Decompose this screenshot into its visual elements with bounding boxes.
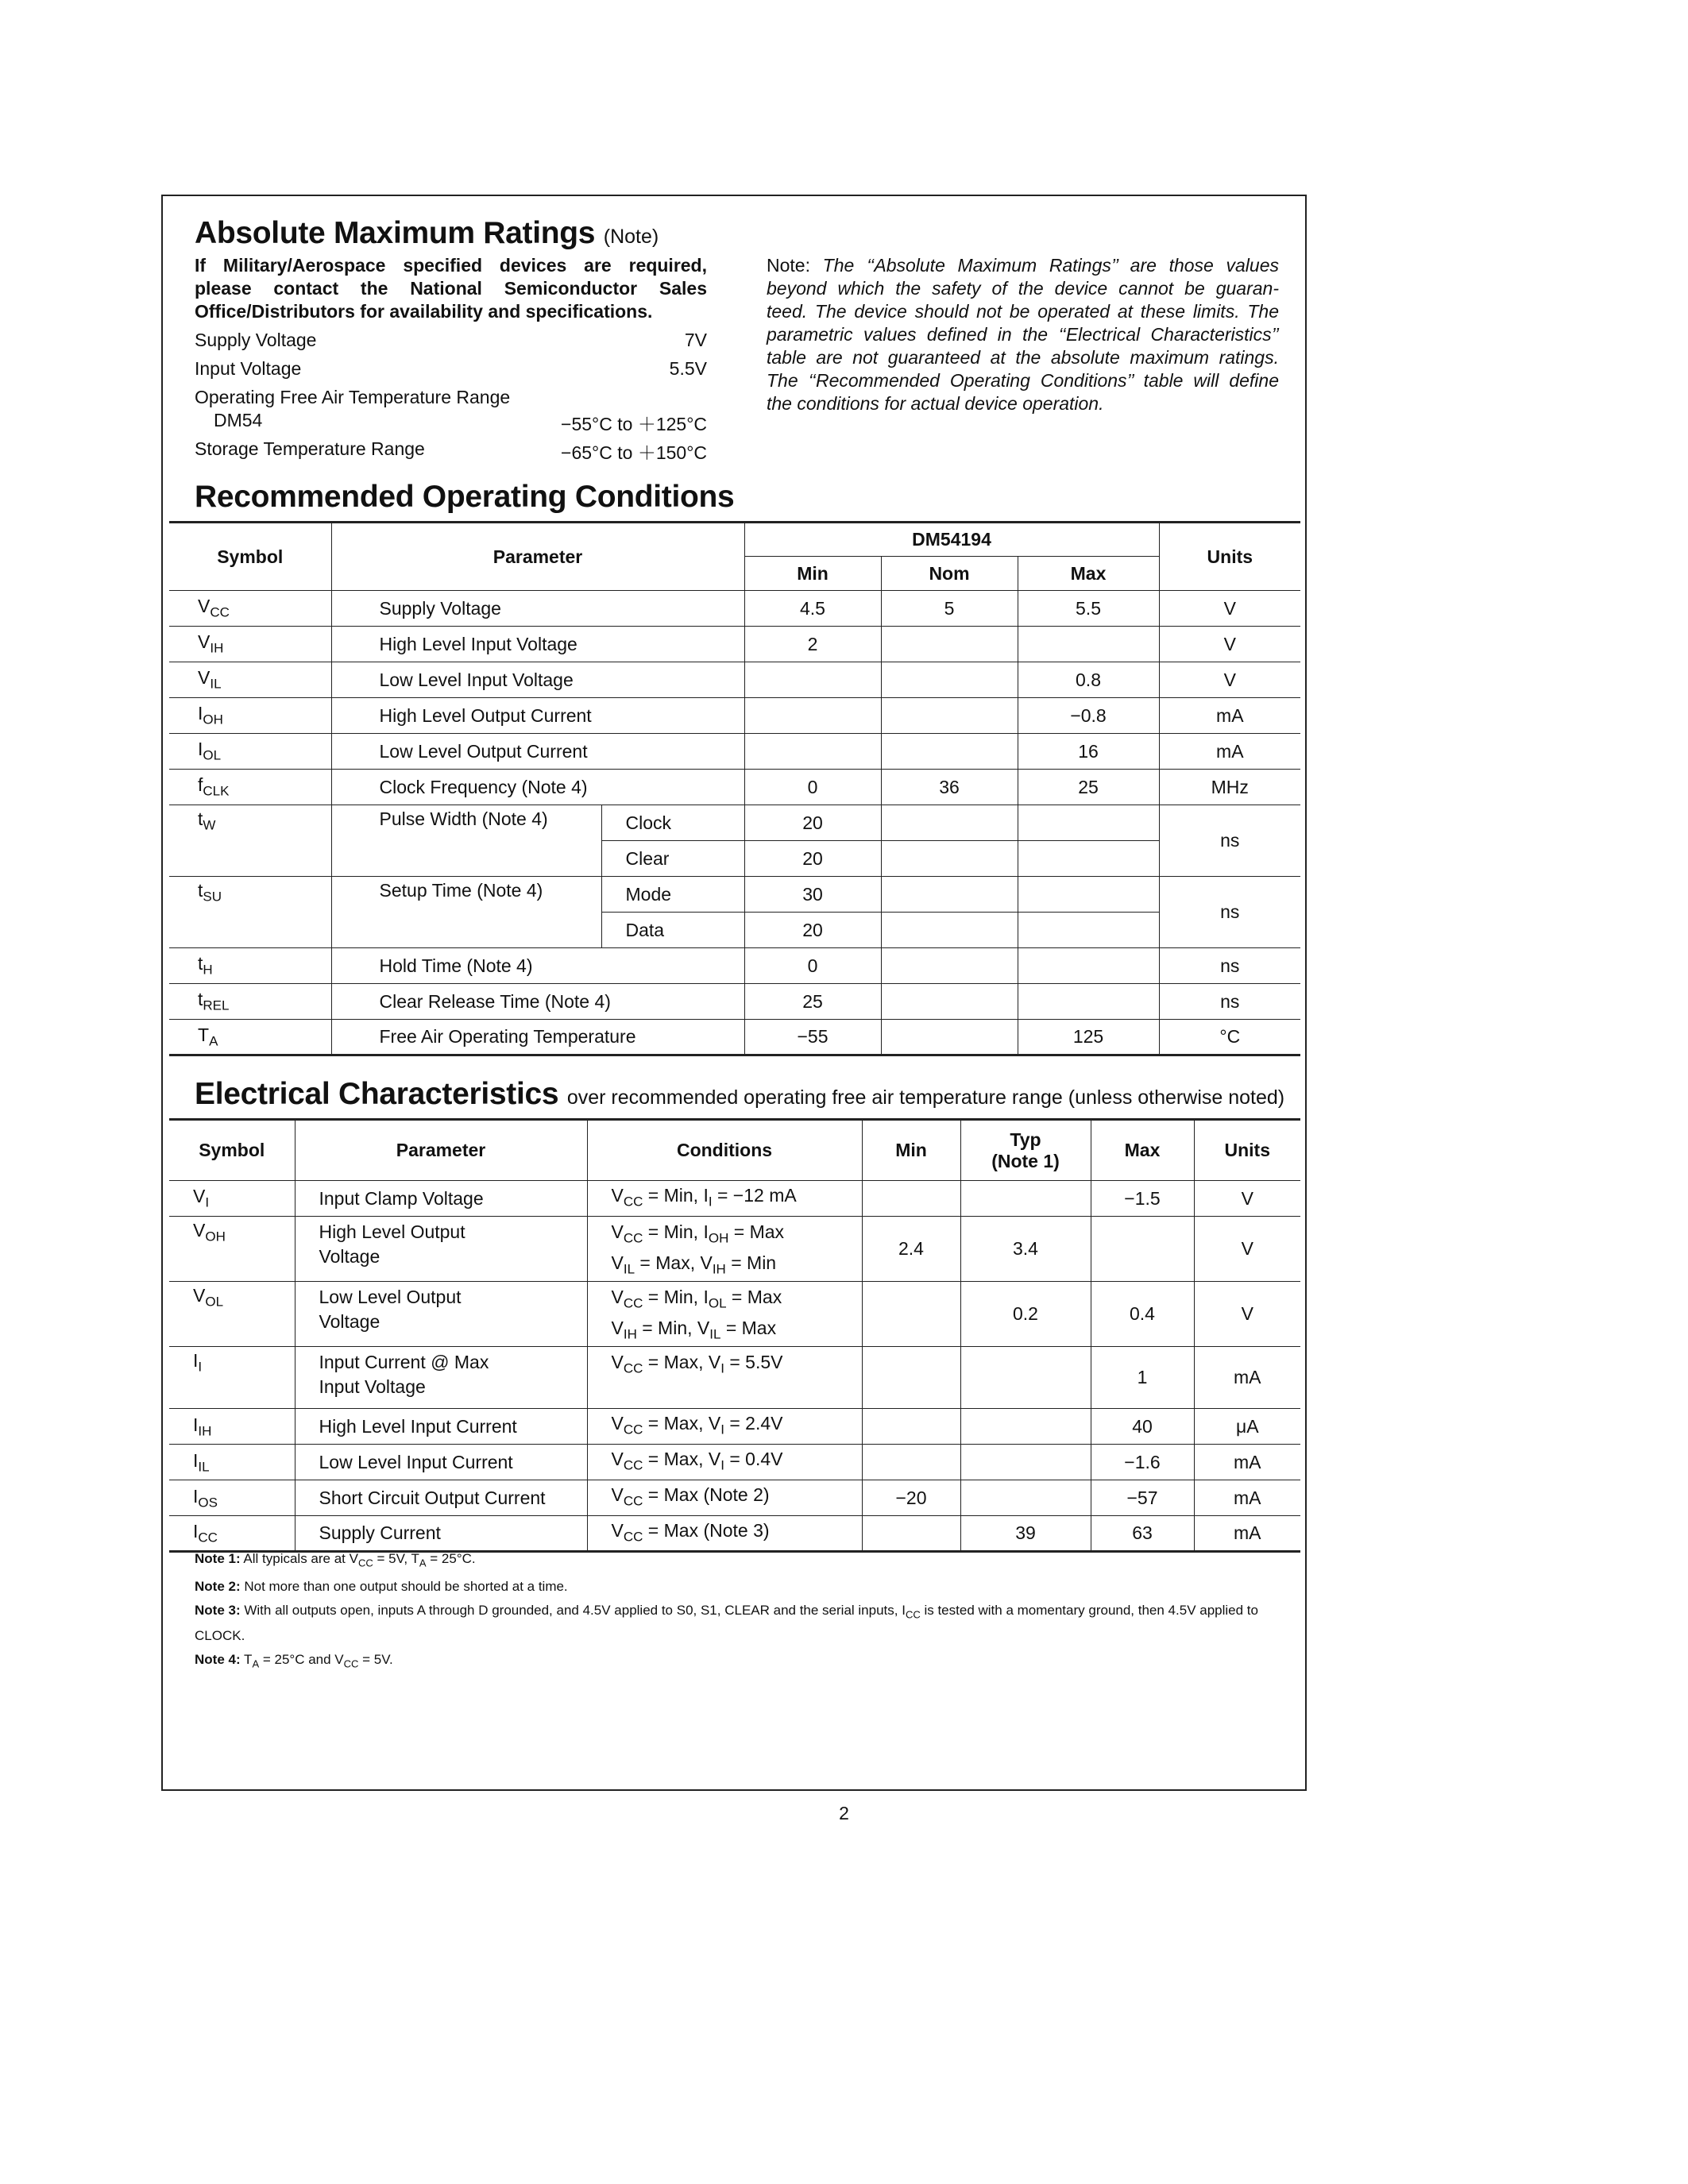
- symbol-subscript: REL: [203, 997, 230, 1013]
- symbol-letter: I: [193, 1414, 199, 1435]
- table-row: [169, 770, 1300, 805]
- footnote-text: $T_A = 25^\circ C$ and $V_{CC} = 5V$.: [240, 1651, 393, 1670]
- conditions-cell: [587, 1516, 862, 1552]
- nom-cell: [881, 698, 1018, 734]
- units-cell: ns: [1159, 877, 1300, 948]
- amr-warning: [195, 254, 707, 323]
- ec-header-conditions: Conditions: [587, 1120, 862, 1181]
- max-cell: 0.8: [1018, 662, 1159, 698]
- amr-dm54-label: DM54: [214, 410, 263, 430]
- symbol-letter: f: [198, 774, 203, 796]
- nom-cell: 5: [881, 591, 1018, 627]
- typ-cell: 39: [960, 1516, 1091, 1552]
- table-row: [169, 1282, 1300, 1347]
- footnote: [195, 1600, 1291, 1646]
- condition-line: $V_{CC}$ = Max, $V_I = 2.4V$: [611, 1413, 783, 1437]
- max-cell: [1018, 913, 1159, 948]
- symbol-cell: [169, 591, 331, 627]
- symbol-subscript: CC: [198, 1530, 218, 1545]
- param-line: Voltage: [319, 1311, 380, 1333]
- amr-note-line: The ‘‘Recommended Operating Conditions’’ table will define: [767, 370, 1279, 391]
- nom-cell: [881, 913, 1018, 948]
- param-cell: High Level Input Voltage: [331, 627, 744, 662]
- min-cell: 0: [744, 770, 881, 805]
- amr-warning-line: If Military/Aerospace specified devices are required,: [195, 255, 707, 276]
- param-cell: Supply Voltage: [331, 591, 744, 627]
- symbol-letter: T: [198, 1024, 210, 1045]
- symbol-cell: [169, 698, 331, 734]
- symbol-letter: V: [193, 1186, 206, 1207]
- footnote: [195, 1549, 1291, 1573]
- amr-note-line: the conditions for actual device operation.: [767, 393, 1104, 414]
- param-cell: [295, 1282, 587, 1347]
- amr-title: Absolute Maximum Ratings: [195, 216, 596, 250]
- roc-header-units: Units: [1159, 523, 1300, 591]
- ec-header-max: Max: [1091, 1120, 1194, 1181]
- symbol-subscript: IL: [198, 1459, 210, 1475]
- min-cell: 20: [744, 913, 881, 948]
- units-cell: ns: [1159, 984, 1300, 1020]
- symbol-cell: [169, 1282, 295, 1347]
- max-cell: 25: [1018, 770, 1159, 805]
- param-cell: [295, 1217, 587, 1282]
- symbol-cell: [169, 734, 331, 770]
- units-cell: μA: [1194, 1409, 1300, 1445]
- condition-line: $V_{IH}$ = Min, $V_{IL}$ = Max: [611, 1317, 777, 1342]
- amr-note-line: table are not guaranteed at the absolute maximum ratings.: [767, 347, 1279, 368]
- ec-header-typ-label: Typ: [1010, 1129, 1041, 1150]
- units-cell: mA: [1194, 1480, 1300, 1516]
- typ-cell: 3.4: [960, 1217, 1091, 1282]
- symbol-subscript: OS: [198, 1495, 218, 1511]
- symbol-cell: [169, 877, 331, 948]
- units-cell: °C: [1159, 1020, 1300, 1055]
- amr-note-line: The ‘‘Absolute Maximum Ratings’’ are those values: [822, 255, 1280, 276]
- amr-note: [767, 254, 1279, 415]
- symbol-cell: [169, 770, 331, 805]
- units-cell: MHz: [1159, 770, 1300, 805]
- symbol-subscript: A: [209, 1033, 218, 1049]
- amr-title-note: (Note): [603, 226, 659, 248]
- amr-input-value: 5.5V: [669, 358, 707, 379]
- param-cell: Free Air Operating Temperature: [331, 1020, 744, 1055]
- ec-table: [169, 1118, 1300, 1553]
- roc-header-nom: Nom: [881, 557, 1018, 591]
- table-row: [169, 1217, 1300, 1282]
- param-cell: Clear Release Time (Note 4): [331, 984, 744, 1020]
- condition-line: $V_{CC}$ = Min, $I_I = -12$ mA: [611, 1184, 797, 1210]
- param-line: High Level Output: [319, 1221, 465, 1242]
- conditions-cell: [587, 1217, 862, 1282]
- symbol-letter: t: [198, 880, 203, 901]
- max-cell: [1018, 841, 1159, 877]
- symbol-letter: V: [193, 1220, 206, 1241]
- param-line: Voltage: [319, 1246, 380, 1267]
- min-cell: 2: [744, 627, 881, 662]
- max-cell: 125: [1018, 1020, 1159, 1055]
- table-row: [169, 734, 1300, 770]
- symbol-subscript: OH: [203, 712, 223, 727]
- table-row: [169, 1347, 1300, 1409]
- symbol-letter: V: [193, 1285, 206, 1306]
- max-cell: [1018, 627, 1159, 662]
- typ-cell: [960, 1409, 1091, 1445]
- nom-cell: [881, 627, 1018, 662]
- units-cell: V: [1194, 1282, 1300, 1347]
- max-cell: −1.5: [1091, 1181, 1194, 1217]
- roc-header-max: Max: [1018, 557, 1159, 591]
- condition-line: $V_{CC}$ = Min, $I_{OH}$ = Max: [611, 1221, 785, 1246]
- nom-cell: [881, 805, 1018, 841]
- roc-header-symbol: Symbol: [169, 523, 331, 591]
- param-cell: Pulse Width (Note 4): [331, 805, 601, 877]
- symbol-letter: t: [198, 989, 203, 1010]
- min-cell: [862, 1409, 960, 1445]
- amr-input-row: [195, 358, 707, 380]
- units-cell: V: [1159, 662, 1300, 698]
- symbol-letter: V: [198, 631, 211, 653]
- nom-cell: [881, 841, 1018, 877]
- nom-cell: [881, 948, 1018, 984]
- units-cell: V: [1159, 627, 1300, 662]
- typ-cell: [960, 1480, 1091, 1516]
- max-cell: −57: [1091, 1480, 1194, 1516]
- ec-header-typ-note: (Note 1): [991, 1150, 1060, 1171]
- amr-input-label: Input Voltage: [195, 358, 302, 379]
- symbol-subscript: I: [205, 1194, 210, 1210]
- units-cell: V: [1159, 591, 1300, 627]
- min-cell: [744, 734, 881, 770]
- symbol-cell: [169, 1020, 331, 1055]
- ec-title: Electrical Characteristics: [195, 1077, 559, 1111]
- symbol-cell: [169, 1445, 295, 1480]
- min-cell: 30: [744, 877, 881, 913]
- symbol-letter: V: [198, 667, 211, 689]
- symbol-letter: I: [193, 1449, 199, 1471]
- roc-title: Recommended Operating Conditions: [195, 480, 735, 514]
- amr-dm54-value: −55°C to ＋125°C: [561, 414, 707, 434]
- units-cell: mA: [1194, 1516, 1300, 1552]
- amr-supply-label: Supply Voltage: [195, 330, 317, 350]
- symbol-cell: [169, 627, 331, 662]
- min-cell: [862, 1347, 960, 1409]
- table-row: [169, 698, 1300, 734]
- table-row: [169, 877, 1300, 913]
- symbol-cell: [169, 1409, 295, 1445]
- symbol-cell: [169, 662, 331, 698]
- min-cell: [744, 698, 881, 734]
- footnote-text: Not more than one output should be shorted at a time.: [240, 1579, 568, 1595]
- table-row: [169, 948, 1300, 984]
- min-cell: −20: [862, 1480, 960, 1516]
- condition-line: $V_{CC}$ = Max (Note 3): [611, 1519, 770, 1545]
- typ-cell: 0.2: [960, 1282, 1091, 1347]
- symbol-letter: I: [193, 1485, 199, 1507]
- table-row: [169, 591, 1300, 627]
- max-cell: [1018, 805, 1159, 841]
- symbol-subscript: W: [203, 817, 216, 833]
- amr-dm54-row: [195, 410, 707, 436]
- symbol-letter: I: [198, 739, 203, 760]
- param-cell: Setup Time (Note 4): [331, 877, 601, 948]
- footnote-label: Note 3:: [195, 1603, 241, 1619]
- footnote-text: With all outputs open, inputs A through D grounded, and 4.5V applied to S0, S1, CLEAR and the serial inputs, $I_{CC}$ is tested with a momentary ground, then 4.5V applied to CLOCK.: [195, 1603, 1258, 1643]
- param-cell: [295, 1347, 587, 1409]
- symbol-letter: I: [193, 1521, 199, 1542]
- ec-header-symbol: Symbol: [169, 1120, 295, 1181]
- symbol-cell: [169, 1516, 295, 1552]
- footnote: [195, 1650, 1291, 1674]
- symbol-subscript: OH: [205, 1229, 226, 1244]
- roc-header-device: DM54194: [744, 523, 1159, 557]
- param-line: Low Level Output: [319, 1287, 462, 1308]
- symbol-cell: [169, 1347, 295, 1409]
- max-cell: [1018, 877, 1159, 913]
- units-cell: V: [1194, 1217, 1300, 1282]
- param-line: Supply Current: [319, 1522, 441, 1544]
- footnotes: [195, 1549, 1291, 1677]
- condition-cell: Clear: [601, 841, 744, 877]
- nom-cell: [881, 877, 1018, 913]
- symbol-subscript: SU: [203, 889, 222, 905]
- table-row: [169, 662, 1300, 698]
- min-cell: [862, 1516, 960, 1552]
- symbol-cell: [169, 984, 331, 1020]
- param-cell: [295, 1445, 587, 1480]
- symbol-subscript: CC: [210, 604, 230, 620]
- symbol-subscript: H: [203, 962, 213, 978]
- max-cell: [1018, 948, 1159, 984]
- symbol-cell: [169, 948, 331, 984]
- table-row: [169, 984, 1300, 1020]
- units-cell: ns: [1159, 948, 1300, 984]
- table-row: [169, 1480, 1300, 1516]
- min-cell: 20: [744, 805, 881, 841]
- conditions-cell: [587, 1409, 862, 1445]
- conditions-cell: [587, 1480, 862, 1516]
- amr-heading: [195, 216, 659, 251]
- symbol-letter: t: [198, 953, 203, 974]
- param-cell: [295, 1516, 587, 1552]
- ec-heading: [195, 1077, 1284, 1112]
- conditions-cell: [587, 1181, 862, 1217]
- min-cell: 2.4: [862, 1217, 960, 1282]
- condition-line: $V_{CC}$ = Max (Note 2): [611, 1484, 770, 1509]
- condition-cell: Clock: [601, 805, 744, 841]
- typ-cell: [960, 1181, 1091, 1217]
- nom-cell: [881, 734, 1018, 770]
- table-row: [169, 1409, 1300, 1445]
- units-cell: mA: [1159, 698, 1300, 734]
- amr-note-line: teed. The device should not be operated at these limits. The: [767, 301, 1279, 322]
- condition-line: $V_{IL}$ = Max, $V_{IH}$ = Min: [611, 1252, 777, 1277]
- symbol-subscript: OL: [205, 1294, 224, 1310]
- symbol-subscript: IL: [210, 676, 222, 692]
- table-row: [169, 627, 1300, 662]
- max-cell: [1018, 984, 1159, 1020]
- min-cell: [862, 1181, 960, 1217]
- param-line: Input Current @ Max: [319, 1352, 489, 1373]
- footnote-text: All typicals are at $V_{CC} = 5V$, $T_A = 25^\circ C$.: [240, 1551, 476, 1569]
- symbol-subscript: I: [198, 1359, 203, 1375]
- footnote-label: Note 4:: [195, 1651, 241, 1667]
- table-row: [169, 1516, 1300, 1552]
- amr-note-line: parametric values defined in the ‘‘Electrical Characteristics’’: [767, 324, 1279, 345]
- max-cell: 63: [1091, 1516, 1194, 1552]
- min-cell: −55: [744, 1020, 881, 1055]
- max-cell: −1.6: [1091, 1445, 1194, 1480]
- symbol-letter: I: [198, 703, 203, 724]
- max-cell: 16: [1018, 734, 1159, 770]
- conditions-cell: [587, 1445, 862, 1480]
- min-cell: 0: [744, 948, 881, 984]
- symbol-letter: I: [193, 1350, 199, 1372]
- footnote-label: Note 1:: [195, 1551, 241, 1566]
- table-row: [169, 805, 1300, 841]
- symbol-cell: [169, 1181, 295, 1217]
- units-cell: mA: [1159, 734, 1300, 770]
- amr-note-prefix: Note:: [767, 255, 810, 276]
- param-cell: [295, 1181, 587, 1217]
- max-cell: 40: [1091, 1409, 1194, 1445]
- param-cell: Low Level Input Voltage: [331, 662, 744, 698]
- amr-supply-value: 7V: [684, 330, 707, 350]
- ec-header-typ: [960, 1120, 1091, 1181]
- amr-supply-row: [195, 330, 707, 351]
- param-cell: Hold Time (Note 4): [331, 948, 744, 984]
- conditions-cell: [587, 1347, 862, 1409]
- param-cell: [295, 1480, 587, 1516]
- units-cell: mA: [1194, 1445, 1300, 1480]
- param-line: Low Level Input Current: [319, 1451, 513, 1472]
- symbol-subscript: IH: [210, 640, 224, 656]
- amr-storage-row: [195, 438, 707, 465]
- condition-line: $V_{CC}$ = Max, $V_I = 0.4V$: [611, 1449, 783, 1473]
- units-cell: ns: [1159, 805, 1300, 877]
- param-cell: [295, 1409, 587, 1445]
- footnote: [195, 1576, 1291, 1597]
- min-cell: [744, 662, 881, 698]
- units-cell: mA: [1194, 1347, 1300, 1409]
- amr-warning-line: Office/Distributors for availability and specifications.: [195, 301, 653, 322]
- typ-cell: [960, 1347, 1091, 1409]
- max-cell: −0.8: [1018, 698, 1159, 734]
- amr-storage-value: −65°C to ＋150°C: [561, 442, 707, 463]
- symbol-subscript: OL: [203, 747, 222, 763]
- max-cell: 5.5: [1018, 591, 1159, 627]
- page-number: 2: [839, 1803, 849, 1823]
- amr-note-line: beyond which the safety of the device cannot be guaran-: [767, 278, 1279, 299]
- param-cell: Clock Frequency (Note 4): [331, 770, 744, 805]
- param-line: High Level Input Current: [319, 1415, 517, 1437]
- condition-cell: Data: [601, 913, 744, 948]
- symbol-cell: [169, 1480, 295, 1516]
- symbol-letter: t: [198, 808, 203, 829]
- max-cell: 1: [1091, 1347, 1194, 1409]
- param-line: Short Circuit Output Current: [319, 1487, 546, 1508]
- nom-cell: [881, 662, 1018, 698]
- symbol-cell: [169, 805, 331, 877]
- amr-storage-label: Storage Temperature Range: [195, 438, 425, 459]
- param-line: Input Clamp Voltage: [319, 1187, 484, 1209]
- roc-header-parameter: Parameter: [331, 523, 744, 591]
- min-cell: [862, 1282, 960, 1347]
- roc-header-min: Min: [744, 557, 881, 591]
- min-cell: 20: [744, 841, 881, 877]
- ec-header-min: Min: [862, 1120, 960, 1181]
- symbol-subscript: CLK: [203, 783, 230, 799]
- table-row: [169, 1445, 1300, 1480]
- amr-warning-line: please contact the National Semiconductor Sales: [195, 278, 707, 299]
- symbol-cell: [169, 1217, 295, 1282]
- nom-cell: 36: [881, 770, 1018, 805]
- amr-optemp-label: Operating Free Air Temperature Range: [195, 387, 511, 407]
- table-row: [169, 1181, 1300, 1217]
- symbol-subscript: IH: [198, 1423, 212, 1439]
- symbol-letter: V: [198, 596, 211, 617]
- nom-cell: [881, 984, 1018, 1020]
- max-cell: 0.4: [1091, 1282, 1194, 1347]
- min-cell: 25: [744, 984, 881, 1020]
- units-cell: V: [1194, 1181, 1300, 1217]
- max-cell: [1091, 1217, 1194, 1282]
- param-line: Input Voltage: [319, 1376, 426, 1398]
- ec-subtitle: over recommended operating free air temperature range (unless otherwise noted): [566, 1086, 1285, 1109]
- condition-line: $V_{CC}$ = Min, $I_{OL}$ = Max: [611, 1287, 782, 1311]
- min-cell: 4.5: [744, 591, 881, 627]
- typ-cell: [960, 1445, 1091, 1480]
- ec-header-parameter: Parameter: [295, 1120, 587, 1181]
- param-cell: High Level Output Current: [331, 698, 744, 734]
- roc-table: [169, 521, 1300, 1056]
- nom-cell: [881, 1020, 1018, 1055]
- conditions-cell: [587, 1282, 862, 1347]
- min-cell: [862, 1445, 960, 1480]
- condition-line: $V_{CC}$ = Max, $V_I = 5.5V$: [611, 1352, 783, 1376]
- footnote-label: Note 2:: [195, 1579, 241, 1595]
- ec-header-units: Units: [1194, 1120, 1300, 1181]
- param-cell: Low Level Output Current: [331, 734, 744, 770]
- table-row: [169, 1020, 1300, 1055]
- condition-cell: Mode: [601, 877, 744, 913]
